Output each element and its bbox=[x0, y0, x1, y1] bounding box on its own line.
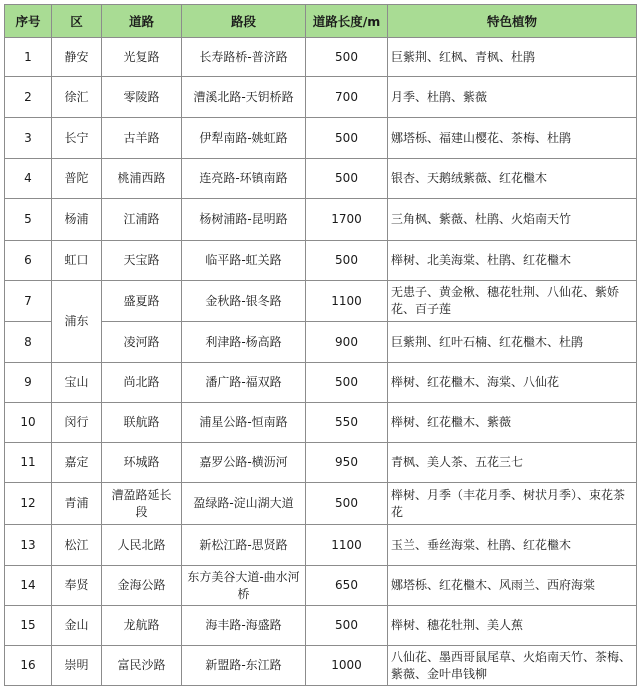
cell-district: 虹口 bbox=[52, 241, 102, 281]
cell-length: 650 bbox=[306, 566, 388, 606]
cell-section: 嘉罗公路-横沥河 bbox=[182, 443, 306, 483]
cell-road: 江浦路 bbox=[102, 199, 182, 241]
cell-no: 11 bbox=[5, 443, 52, 483]
cell-plants: 青枫、美人茶、五花三七 bbox=[388, 443, 637, 483]
table-row bbox=[5, 566, 637, 606]
cell-section: 东方美谷大道-曲水河桥 bbox=[182, 566, 306, 606]
cell-district: 宝山 bbox=[52, 363, 102, 403]
cell-plants: 月季、杜鹃、紫薇 bbox=[388, 77, 637, 118]
cell-section: 海丰路-海盛路 bbox=[182, 606, 306, 646]
header-plants: 特色植物 bbox=[388, 5, 637, 38]
cell-no: 5 bbox=[5, 199, 52, 241]
cell-road: 尚北路 bbox=[102, 363, 182, 403]
header-no: 序号 bbox=[5, 5, 52, 38]
cell-road: 桃浦西路 bbox=[102, 159, 182, 199]
cell-section: 利津路-杨高路 bbox=[182, 322, 306, 363]
table-row bbox=[5, 646, 637, 686]
cell-plants: 榉树、月季（丰花月季、树状月季）、束花茶花 bbox=[388, 483, 637, 525]
cell-plants: 榉树、穗花牡荆、美人蕉 bbox=[388, 606, 637, 646]
table-row bbox=[5, 199, 637, 241]
cell-no: 10 bbox=[5, 403, 52, 443]
cell-road: 金海公路 bbox=[102, 566, 182, 606]
table-row bbox=[5, 241, 637, 281]
cell-section: 伊犁南路-姚虹路 bbox=[182, 118, 306, 159]
cell-district: 嘉定 bbox=[52, 443, 102, 483]
cell-no: 12 bbox=[5, 483, 52, 525]
cell-plants: 八仙花、墨西哥鼠尾草、火焰南天竹、茶梅、紫薇、金叶串钱柳 bbox=[388, 646, 637, 686]
cell-plants: 娜塔栎、福建山樱花、茶梅、杜鹃 bbox=[388, 118, 637, 159]
table-row bbox=[5, 443, 637, 483]
header-district: 区 bbox=[52, 5, 102, 38]
table-row bbox=[5, 77, 637, 118]
cell-length: 500 bbox=[306, 606, 388, 646]
cell-length: 550 bbox=[306, 403, 388, 443]
cell-length: 500 bbox=[306, 363, 388, 403]
cell-length: 950 bbox=[306, 443, 388, 483]
table-row bbox=[5, 525, 637, 566]
table-row bbox=[5, 606, 637, 646]
cell-plants: 榉树、北美海棠、杜鹃、红花檵木 bbox=[388, 241, 637, 281]
cell-plants: 榉树、红花檵木、海棠、八仙花 bbox=[388, 363, 637, 403]
cell-section: 潘广路-福双路 bbox=[182, 363, 306, 403]
cell-no: 15 bbox=[5, 606, 52, 646]
cell-road: 光复路 bbox=[102, 38, 182, 77]
cell-length: 500 bbox=[306, 118, 388, 159]
table-row bbox=[5, 118, 637, 159]
cell-no: 14 bbox=[5, 566, 52, 606]
cell-road: 天宝路 bbox=[102, 241, 182, 281]
cell-road: 零陵路 bbox=[102, 77, 182, 118]
cell-plants: 巨紫荆、红枫、青枫、杜鹃 bbox=[388, 38, 637, 77]
cell-road: 漕盈路延长段 bbox=[102, 483, 182, 525]
cell-district: 长宁 bbox=[52, 118, 102, 159]
cell-no: 13 bbox=[5, 525, 52, 566]
cell-section: 新松江路-思贤路 bbox=[182, 525, 306, 566]
cell-road: 环城路 bbox=[102, 443, 182, 483]
cell-length: 500 bbox=[306, 159, 388, 199]
cell-length: 1100 bbox=[306, 281, 388, 322]
cell-length: 500 bbox=[306, 38, 388, 77]
header-section: 路段 bbox=[182, 5, 306, 38]
cell-section: 连亮路-环镇南路 bbox=[182, 159, 306, 199]
header-road: 道路 bbox=[102, 5, 182, 38]
cell-no: 4 bbox=[5, 159, 52, 199]
cell-district: 徐汇 bbox=[52, 77, 102, 118]
cell-no: 16 bbox=[5, 646, 52, 686]
cell-plants: 三角枫、紫薇、杜鹃、火焰南天竹 bbox=[388, 199, 637, 241]
cell-district: 奉贤 bbox=[52, 566, 102, 606]
cell-district: 金山 bbox=[52, 606, 102, 646]
table-header bbox=[5, 5, 637, 38]
cell-length: 900 bbox=[306, 322, 388, 363]
table-row bbox=[5, 403, 637, 443]
cell-district: 静安 bbox=[52, 38, 102, 77]
header-length: 道路长度/m bbox=[306, 5, 388, 38]
table-row bbox=[5, 281, 637, 322]
table-row bbox=[5, 38, 637, 77]
cell-length: 500 bbox=[306, 241, 388, 281]
cell-road: 凌河路 bbox=[102, 322, 182, 363]
cell-district: 闵行 bbox=[52, 403, 102, 443]
table-body bbox=[5, 38, 637, 686]
cell-section: 杨树浦路-昆明路 bbox=[182, 199, 306, 241]
cell-length: 1000 bbox=[306, 646, 388, 686]
cell-length: 1100 bbox=[306, 525, 388, 566]
cell-no: 1 bbox=[5, 38, 52, 77]
cell-road: 龙航路 bbox=[102, 606, 182, 646]
cell-no: 6 bbox=[5, 241, 52, 281]
cell-section: 新盟路-东江路 bbox=[182, 646, 306, 686]
cell-road: 联航路 bbox=[102, 403, 182, 443]
cell-no: 3 bbox=[5, 118, 52, 159]
cell-length: 500 bbox=[306, 483, 388, 525]
cell-no: 9 bbox=[5, 363, 52, 403]
cell-district: 杨浦 bbox=[52, 199, 102, 241]
roads-table bbox=[4, 4, 637, 686]
cell-section: 盈绿路-淀山湖大道 bbox=[182, 483, 306, 525]
cell-district: 松江 bbox=[52, 525, 102, 566]
cell-no: 2 bbox=[5, 77, 52, 118]
cell-section: 临平路-虹关路 bbox=[182, 241, 306, 281]
cell-road: 富民沙路 bbox=[102, 646, 182, 686]
cell-section: 金秋路-银冬路 bbox=[182, 281, 306, 322]
cell-plants: 银杏、天鹅绒紫薇、红花檵木 bbox=[388, 159, 637, 199]
cell-plants: 巨紫荆、红叶石楠、红花檵木、杜鹃 bbox=[388, 322, 637, 363]
cell-road: 人民北路 bbox=[102, 525, 182, 566]
cell-district: 浦东 bbox=[52, 281, 102, 363]
cell-section: 漕溪北路-天钥桥路 bbox=[182, 77, 306, 118]
cell-length: 1700 bbox=[306, 199, 388, 241]
table-row bbox=[5, 483, 637, 525]
table-container bbox=[4, 4, 636, 686]
cell-road: 古羊路 bbox=[102, 118, 182, 159]
table-row bbox=[5, 159, 637, 199]
cell-no: 7 bbox=[5, 281, 52, 322]
table-row bbox=[5, 363, 637, 403]
cell-district: 崇明 bbox=[52, 646, 102, 686]
cell-plants: 娜塔栎、红花檵木、风雨兰、西府海棠 bbox=[388, 566, 637, 606]
header-row bbox=[5, 5, 637, 38]
cell-no: 8 bbox=[5, 322, 52, 363]
cell-plants: 玉兰、垂丝海棠、杜鹃、红花檵木 bbox=[388, 525, 637, 566]
cell-section: 长寿路桥-普济路 bbox=[182, 38, 306, 77]
cell-plants: 榉树、红花檵木、紫薇 bbox=[388, 403, 637, 443]
cell-length: 700 bbox=[306, 77, 388, 118]
cell-district: 青浦 bbox=[52, 483, 102, 525]
cell-road: 盛夏路 bbox=[102, 281, 182, 322]
cell-district: 普陀 bbox=[52, 159, 102, 199]
cell-section: 浦星公路-恒南路 bbox=[182, 403, 306, 443]
cell-plants: 无患子、黄金楸、穗花牡荆、八仙花、紫娇花、百子莲 bbox=[388, 281, 637, 322]
